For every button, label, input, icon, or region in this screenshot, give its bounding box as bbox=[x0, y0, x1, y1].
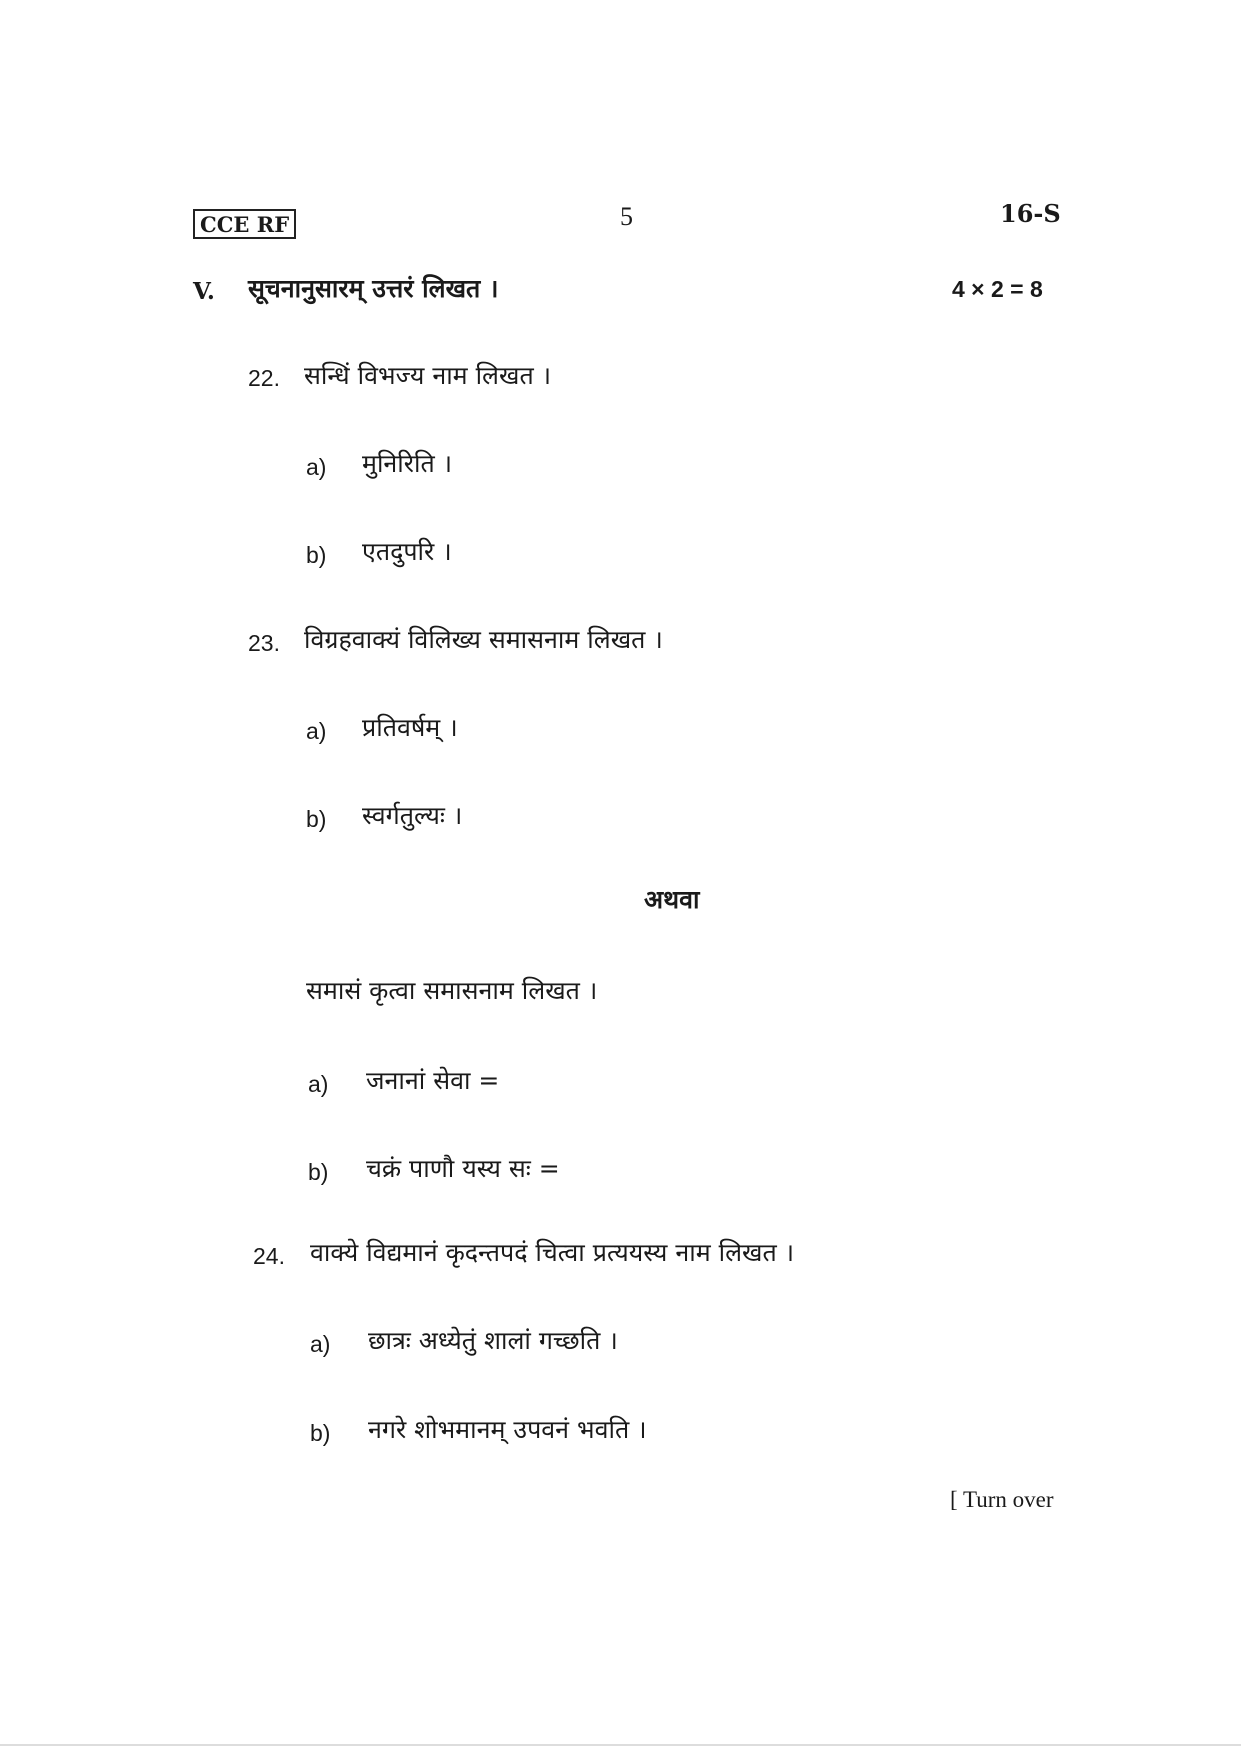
q23-alt-a-text: जनानां सेवा = bbox=[366, 1066, 500, 1095]
series-box: CCE RF bbox=[193, 209, 296, 239]
q23-alt-b-text: चक्रं पाणौ यस्य सः = bbox=[366, 1154, 560, 1183]
q23-alt-a-label: a) bbox=[308, 1071, 329, 1097]
section-marks: 4 × 2 = 8 bbox=[952, 276, 1043, 302]
q24-a-text: छात्रः अध्येतुं शालां गच्छति । bbox=[368, 1326, 618, 1355]
page-bottom-edge bbox=[0, 1744, 1241, 1746]
section-number: V. bbox=[193, 278, 215, 305]
paper-code: 16-S bbox=[1000, 199, 1061, 228]
q22-text: सन्धिं विभज्य नाम लिखत । bbox=[304, 361, 552, 390]
q24-b-label: b) bbox=[310, 1420, 331, 1446]
q23-a-label: a) bbox=[306, 718, 327, 744]
q22-b-label: b) bbox=[306, 542, 327, 568]
q24-a-label: a) bbox=[310, 1331, 331, 1357]
q23-b-label: b) bbox=[306, 806, 327, 832]
q23-number: 23. bbox=[248, 630, 280, 656]
q22-b-text: एतदुपरि । bbox=[362, 537, 452, 566]
q23-a-text: प्रतिवर्षम् । bbox=[362, 713, 458, 742]
q23-alt-b-label: b) bbox=[308, 1159, 329, 1185]
q22-a-text: मुनिरिति । bbox=[362, 449, 453, 478]
q23-alt-text: समासं कृत्वा समासनाम लिखत । bbox=[306, 976, 598, 1005]
turn-over-note: [ Turn over bbox=[950, 1487, 1054, 1512]
q22-number: 22. bbox=[248, 365, 280, 391]
q22-a-label: a) bbox=[306, 454, 327, 480]
q24-number: 24. bbox=[253, 1243, 285, 1269]
q24-text: वाक्ये विद्यमानं कृदन्तपदं चित्वा प्रत्ययस्य नाम लिखत । bbox=[310, 1238, 795, 1267]
section-instruction: सूचनानुसारम् उत्तरं लिखत । bbox=[248, 274, 499, 303]
q23-text: विग्रहवाक्यं विलिख्य समासनाम लिखत । bbox=[304, 625, 663, 654]
page-number: 5 bbox=[620, 202, 633, 231]
q24-b-text: नगरे शोभमानम् उपवनं भवति । bbox=[368, 1415, 647, 1444]
q23-b-text: स्वर्गतुल्यः । bbox=[362, 801, 463, 830]
or-label: अथवा bbox=[644, 885, 700, 914]
